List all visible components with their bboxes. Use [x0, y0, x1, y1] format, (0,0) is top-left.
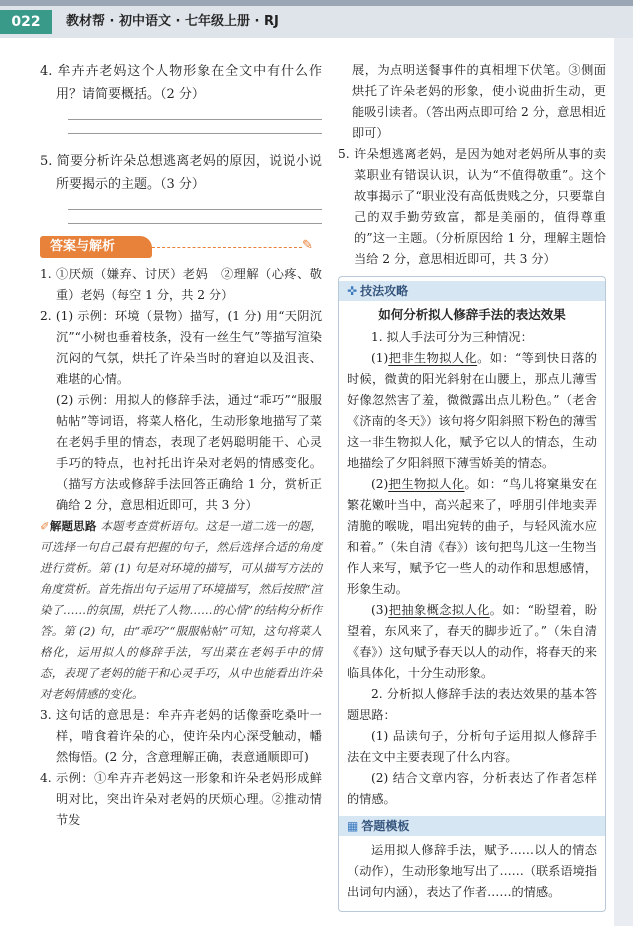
question-5: 5. 简要分析许朵总想逃离老妈的原因，说说小说所要揭示的主题。（3 分） — [40, 154, 322, 192]
method-label: 技法攻略 — [360, 284, 409, 298]
answer-4: 4. 示例：①牟卉卉老妈这一形象和许朵老妈形成鲜明对比，突出许朵对老妈的厌烦心理。②推动情节发 — [40, 771, 322, 827]
method-title: 如何分析拟人修辞手法的表达效果 — [378, 307, 566, 322]
right-column — [338, 60, 606, 912]
answer-4-continued: 展，为点明送餐事件的真相埋下伏笔。③侧面烘托了许朵老妈的形象，使小说曲折生动，更能吸引读者。（答出两点即可给 2 分，意思相近即可） — [352, 63, 606, 140]
answer-line — [68, 223, 322, 224]
method-point-2a: (1) 品读句子，分析句子运用拟人修辞手法在文中主要表现了什么内容。 — [347, 729, 597, 764]
solution-thinking-text: 本题考查赏析语句。这是一道二选一的题，可选择一句自己最有把握的句子，然后选择合适的角度进行赏析。第 (1) 句是对环境的描写，可从描写方法的角度赏析。首先指出句子运用了环境描写，然后按照“渲染了……的氛围，烘托了人物……的心情”的结构分析作答。第 (2) 句，由“乖巧”“服服帖帖”可知，这句将菜人格化，运用拟人的修辞手法，写出菜在老妈手中的情态，表现了老妈的能干和心灵手巧，从中也能看出许朵对老妈情感的变化。 — [40, 519, 323, 701]
page-edge — [614, 38, 633, 926]
method-point-1: 1. 拟人手法可分为三种情况： — [371, 330, 533, 344]
header-stripe — [0, 0, 633, 6]
question-4: 4. 牟卉卉老妈这个人物形象在全文中有什么作用？请简要概括。（2 分） — [40, 64, 322, 102]
page-header — [0, 0, 633, 38]
method-point-1b: (2)把生物拟人化。如：“鸟儿将窠巢安在繁花嫩叶当中，高兴起来了，呼朋引伴地卖弄清脆的喉咙，唱出宛转的曲子，与轻风流水应和着。”（朱自清《春》）该句把鸟儿这一生物当作人来写，赋予它一些人的动作和思想感情，形象生动。 — [347, 477, 598, 596]
answer-banner — [40, 236, 313, 258]
template-label: 答题模板 — [361, 819, 410, 833]
answer-2-part-2: (2) 示例：用拟人的修辞手法，通过“乖巧”“服服帖帖”等词语，将菜人格化，生动形象地描写了菜在老妈手里的情态，表现了老妈聪明能干、心灵手巧的特点，也衬托出许朵对老妈的情感变化。（描写方法或修辞手法回答正确给 1 分，赏析正确给 2 分，意思相近即可，共 3 分） — [56, 393, 322, 512]
answer-banner-label: 答案与解析 — [50, 239, 116, 254]
template-header — [339, 816, 605, 836]
answer-3: 3. 这句话的意思是：牟卉卉老妈的话像蚕吃桑叶一样，啃食着许朵的心，使许朵内心深受触动，幡然悔悟。(2 分，含意理解正确，表意通顺即可) — [40, 708, 322, 764]
grid-icon: ▦ — [347, 819, 359, 833]
method-point-2b: (2) 结合文章内容，分析表达了作者怎样的情感。 — [347, 771, 597, 806]
answer-2-part-1: 2. (1) 示例：环境（景物）描写，(1 分) 用“天阴沉沉”“小树也垂着枝条，没有一丝生气”等描写渲染沉闷的气氛，烘托了许朵当时的窘迫以及沮丧、难堪的心情。 — [40, 309, 322, 386]
pencil-icon: ✎ — [302, 238, 313, 253]
answer-5: 5. 许朵想逃离老妈，是因为她对老妈所从事的卖菜职业有错误认识，认为“不值得敬重”。这个故事揭示了“职业没有高低贵贱之分，只要靠自己的双手勤劳致富，都是美丽的，值得尊重的”这一主题。（分析原因给 1 分，理解主题恰当给 2 分，意思相近即可，共 3 分） — [338, 147, 606, 266]
answer-line — [68, 133, 322, 134]
answer-line — [68, 119, 322, 120]
answer-line — [68, 209, 322, 210]
solution-thinking-label: 解题思路 — [49, 519, 97, 533]
method-header — [339, 281, 605, 301]
page-number: 022 — [0, 10, 52, 34]
left-column — [40, 60, 322, 831]
method-point-1a: (1)把非生物拟人化。如：“等到快日落的时候，微黄的阳光斜射在山腰上，那点儿薄雪好像忽然害了羞，微微露出点儿粉色。”（老舍《济南的冬天》）该句将夕阳斜照下粉色的薄雪这一非生物拟人化，赋予它以人的情态，生动地描绘了夕阳斜照下薄雪娇美的情态。 — [347, 351, 597, 470]
compass-icon: ✜ — [347, 284, 358, 298]
method-box — [338, 276, 606, 912]
book-title: 教材帮 · 初中语文 · 七年级上册 · RJ — [66, 14, 279, 29]
method-point-2: 2. 分析拟人修辞手法的表达效果的基本答题思路： — [347, 687, 597, 722]
answer-1: 1. ①厌烦（嫌弃、讨厌）老妈 ②理解（心疼、敬重）老妈（每空 1 分，共 2 分） — [40, 267, 322, 302]
method-point-1c: (3)把抽象概念拟人化。如：“盼望着，盼望着，东风来了，春天的脚步近了。”（朱自清《春》）这句赋予春天以人的动作，将春天的来临具体化，十分生动形象。 — [347, 603, 598, 680]
solution-thinking — [40, 516, 322, 705]
pencil-icon: ✐ — [40, 519, 50, 533]
template-text: 运用拟人修辞手法，赋予……以人的情态（动作），生动形象地写出了……（联系语境指出词句内涵），表达了作者……的情感。 — [347, 843, 597, 899]
